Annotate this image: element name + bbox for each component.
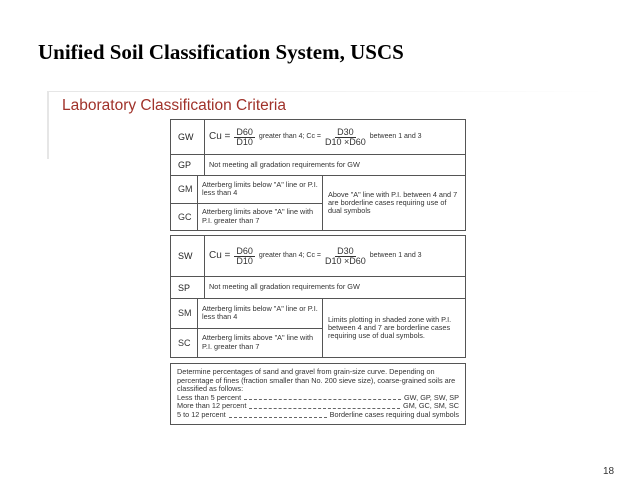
sp-row (171, 276, 465, 298)
slide-subtitle: Laboratory Classification Criteria (62, 97, 286, 114)
gravel-criteria-group (170, 119, 466, 231)
sw-formula (209, 247, 422, 265)
gw-formula (209, 128, 422, 146)
gc-text: Atterberg limits above "A" line with P.I. greater than 7 (198, 203, 322, 231)
sp-code: SP (171, 277, 205, 298)
cc-condition: between 1 and 3 (369, 251, 422, 259)
sc-text: Atterberg limits above "A" line with P.I. greater than 7 (198, 328, 322, 358)
note-row: Less than 5 percent GW, GP, SW, SP (177, 392, 459, 402)
classification-criteria-table (170, 119, 466, 425)
gp-row (171, 154, 465, 175)
cu-label: Cu = (209, 249, 231, 261)
gc-code: GC (171, 203, 197, 231)
page-number: 18 (603, 466, 615, 477)
cu-fraction: $\frac{D60}{D10}$ (236, 127, 253, 147)
gp-code: GP (171, 155, 205, 175)
cc-fraction: $\frac{D30}{D10 \times D60}$ (325, 127, 366, 147)
subtitle-frame-rule (47, 91, 607, 92)
note-row: More than 12 percent GM, GC, SM, SC (177, 401, 459, 411)
gw-code: GW (171, 120, 205, 154)
cu-fraction: $\frac{D60}{D10}$ (236, 246, 253, 266)
sm-code: SM (178, 308, 192, 319)
fines-classification-note (170, 363, 466, 425)
sm-text: Atterberg limits below "A" line or P.I. less than 4 (202, 303, 318, 322)
slide-title: Unified Soil Classification System, USCS (38, 40, 404, 64)
sp-text: Not meeting all gradation requirements for GW (209, 282, 360, 292)
sc-code: SC (171, 328, 197, 358)
cu-condition: greater than 4; Cc = (258, 132, 321, 140)
sm-sc-note: Limits plotting in shaded zone with P.I. between 4 and 7 are borderline cases requiring use of dual symbols. (328, 314, 452, 341)
sw-row (171, 236, 465, 276)
cc-fraction: $\frac{D30}{D10 \times D60}$ (325, 246, 366, 266)
gm-gc-rows (171, 175, 465, 230)
sw-code: SW (171, 236, 205, 276)
note-intro: Determine percentages of sand and gravel from grain-size curve. Depending on percentage of fines (fraction smaller than No. 200 sieve size), coarse-grained soils are classified as follows: (177, 367, 456, 394)
gp-text: Not meeting all gradation requirements for GW (209, 159, 360, 169)
sm-sc-rows (171, 298, 465, 357)
cu-label: Cu = (209, 130, 231, 142)
gm-text: Atterberg limits below "A" line or P.I. less than 4 (202, 179, 318, 198)
gm-code: GM (178, 184, 193, 195)
cc-condition: between 1 and 3 (369, 132, 422, 140)
gw-row (171, 120, 465, 154)
sand-criteria-group (170, 235, 466, 358)
gm-gc-note: Above "A" line with P.I. between 4 and 7 are borderline cases requiring use of dual symbols (328, 189, 458, 216)
note-row: 5 to 12 percent Borderline cases requiring dual symbols (177, 409, 459, 419)
cu-condition: greater than 4; Cc = (258, 251, 321, 259)
